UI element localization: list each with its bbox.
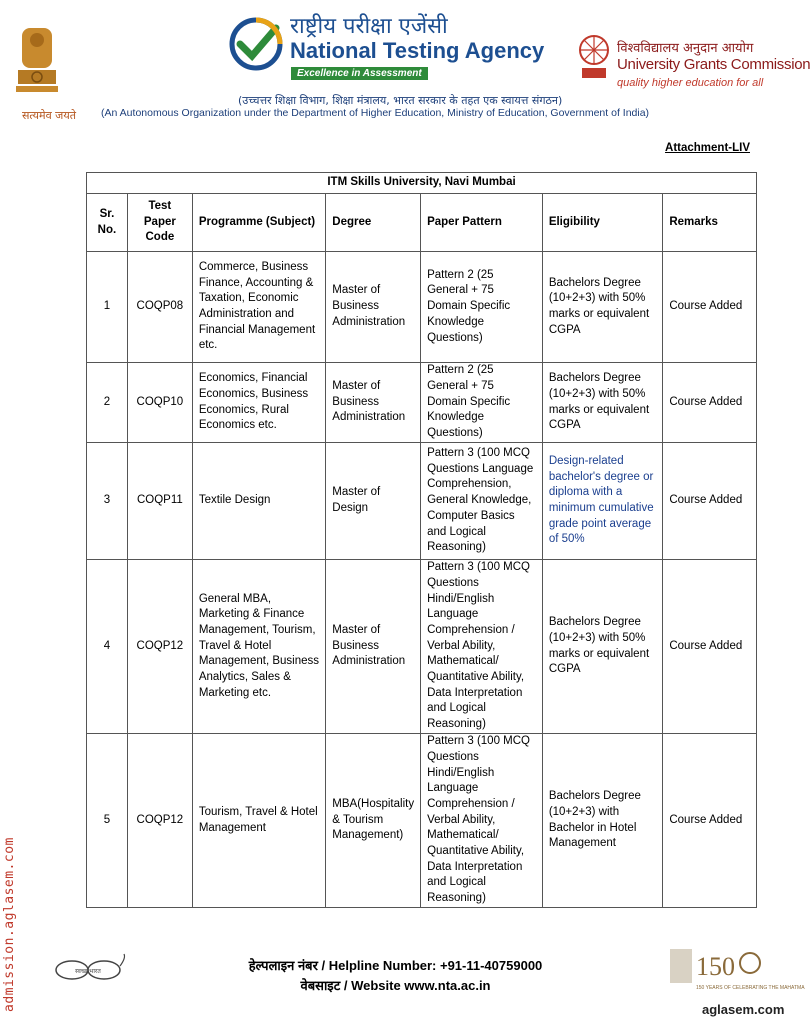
cell-degree: Master of Design <box>326 443 421 560</box>
cell-programme: Tourism, Travel & Hotel Management <box>192 734 325 908</box>
attachment-label: Attachment-LIV <box>665 142 750 154</box>
cell-remarks: Course Added <box>663 560 757 734</box>
helpline-number: हेल्पलाइन नंबर / Helpline Number: +91-11-40759000 <box>248 958 543 973</box>
cell-remarks: Course Added <box>663 443 757 560</box>
cell-pattern: Pattern 2 (25 General + 75 Domain Specific Knowledge Questions) <box>421 252 543 363</box>
emblem-motto: सत्यमेव जयते <box>21 109 76 122</box>
cell-code: COQP10 <box>127 363 192 443</box>
nta-tagline: Excellence in Assessment <box>291 67 428 80</box>
cell-programme: General MBA, Marketing & Finance Management, Tourism, Travel & Hotel Management, Business Analytics, Sales & Marketing etc. <box>192 560 325 734</box>
national-emblem-icon <box>12 26 62 106</box>
cell-sr: 3 <box>87 443 128 560</box>
cell-code: COQP12 <box>127 560 192 734</box>
cell-degree: MBA(Hospitality & Tourism Management) <box>326 734 421 908</box>
ugc-hindi-name: विश्वविद्यालय अनुदान आयोग <box>617 41 754 56</box>
cell-sr: 2 <box>87 363 128 443</box>
cell-code: COQP11 <box>127 443 192 560</box>
nta-english-name: National Testing Agency <box>290 38 545 63</box>
cell-eligibility: Bachelors Degree (10+2+3) with 50% marks or equivalent CGPA <box>542 252 663 363</box>
cell-code: COQP08 <box>127 252 192 363</box>
website-link[interactable]: वेबसाइट / Website www.nta.ac.in <box>300 978 491 993</box>
cell-degree: Master of Business Administration <box>326 252 421 363</box>
cell-code: COQP12 <box>127 734 192 908</box>
header-sr-no: Sr. No. <box>87 194 128 252</box>
cell-pattern: Pattern 2 (25 General + 75 Domain Specific Knowledge Questions) <box>421 363 543 443</box>
cell-programme: Textile Design <box>192 443 325 560</box>
cell-sr: 1 <box>87 252 128 363</box>
cell-remarks: Course Added <box>663 734 757 908</box>
table-row <box>87 252 757 363</box>
subtitle-hindi: (उच्चत्तर शिक्षा विभाग, शिक्षा मंत्रालय, भारत सरकार के तहत एक स्वायत्त संगठन) <box>238 94 563 107</box>
cell-degree: Master of Business Administration <box>326 363 421 443</box>
cell-eligibility: Bachelors Degree (10+2+3) with 50% marks or equivalent CGPA <box>542 363 663 443</box>
table-title-row <box>87 173 757 194</box>
cell-sr: 4 <box>87 560 128 734</box>
nta-checkmark-logo-icon <box>230 18 282 70</box>
cell-remarks: Course Added <box>663 363 757 443</box>
table-row <box>87 363 757 443</box>
gandhi-logo-text: 150 YEARS OF CELEBRATING THE MAHATMA <box>696 985 805 991</box>
svg-text:150: 150 <box>696 952 735 981</box>
cell-remarks: Course Added <box>663 252 757 363</box>
cell-pattern: Pattern 3 (100 MCQ Questions Hindi/English Language Comprehension / Verbal Ability, Mathematical/ Quantitative Ability, Data Interpretation and Logical Reasoning) <box>421 560 543 734</box>
site-stamp: aglasem.com <box>702 1002 785 1017</box>
header-eligibility: Eligibility <box>542 194 663 252</box>
table-header-row <box>87 194 757 252</box>
gandhi-150-logo-icon <box>666 945 805 1000</box>
header-programme: Programme (Subject) <box>192 194 325 252</box>
header-remarks: Remarks <box>663 194 757 252</box>
cell-programme: Commerce, Business Finance, Accounting & Taxation, Economic Administration and Financial Management etc. <box>192 252 325 363</box>
ugc-tagline: quality higher education for all <box>617 77 764 89</box>
cell-sr: 5 <box>87 734 128 908</box>
table-row <box>87 734 757 908</box>
ugc-english-name: University Grants Commission <box>617 56 810 73</box>
cell-eligibility: Bachelors Degree (10+2+3) with 50% marks or equivalent CGPA <box>542 560 663 734</box>
ugc-logo-icon <box>576 32 612 88</box>
cell-programme: Economics, Financial Economics, Business Economics, Rural Economics etc. <box>192 363 325 443</box>
cell-eligibility: Bachelors Degree (10+2+3) with Bachelor in Hotel Management <box>542 734 663 908</box>
header-degree: Degree <box>326 194 421 252</box>
cell-pattern: Pattern 3 (100 MCQ Questions Hindi/English Language Comprehension / Verbal Ability, Mathematical/ Quantitative Ability, Data Interpretation and Logical Reasoning) <box>421 734 543 908</box>
cell-degree: Master of Business Administration <box>326 560 421 734</box>
cell-pattern: Pattern 3 (100 MCQ Questions Language Comprehension, General Knowledge, Computer Basics and Logical Reasoning) <box>421 443 543 560</box>
subtitle-english: (An Autonomous Organization under the Department of Higher Education, Ministry of Education, Government of India) <box>101 107 650 119</box>
table-row <box>87 443 757 560</box>
header-test-paper-code: Test Paper Code <box>127 194 192 252</box>
programme-table <box>86 172 757 908</box>
table-row <box>87 560 757 734</box>
swachh-text: स्वच्छ भारत <box>75 968 101 975</box>
table-title: ITM Skills University, Navi Mumbai <box>87 173 757 194</box>
header-paper-pattern: Paper Pattern <box>421 194 543 252</box>
nta-hindi-name: राष्ट्रीय परीक्षा एजेंसी <box>290 14 448 39</box>
watermark-text: admission.aglasem.com <box>2 837 17 1012</box>
cell-eligibility: Design-related bachelor's degree or diploma with a minimum cumulative grade point average of 50% <box>542 443 663 560</box>
